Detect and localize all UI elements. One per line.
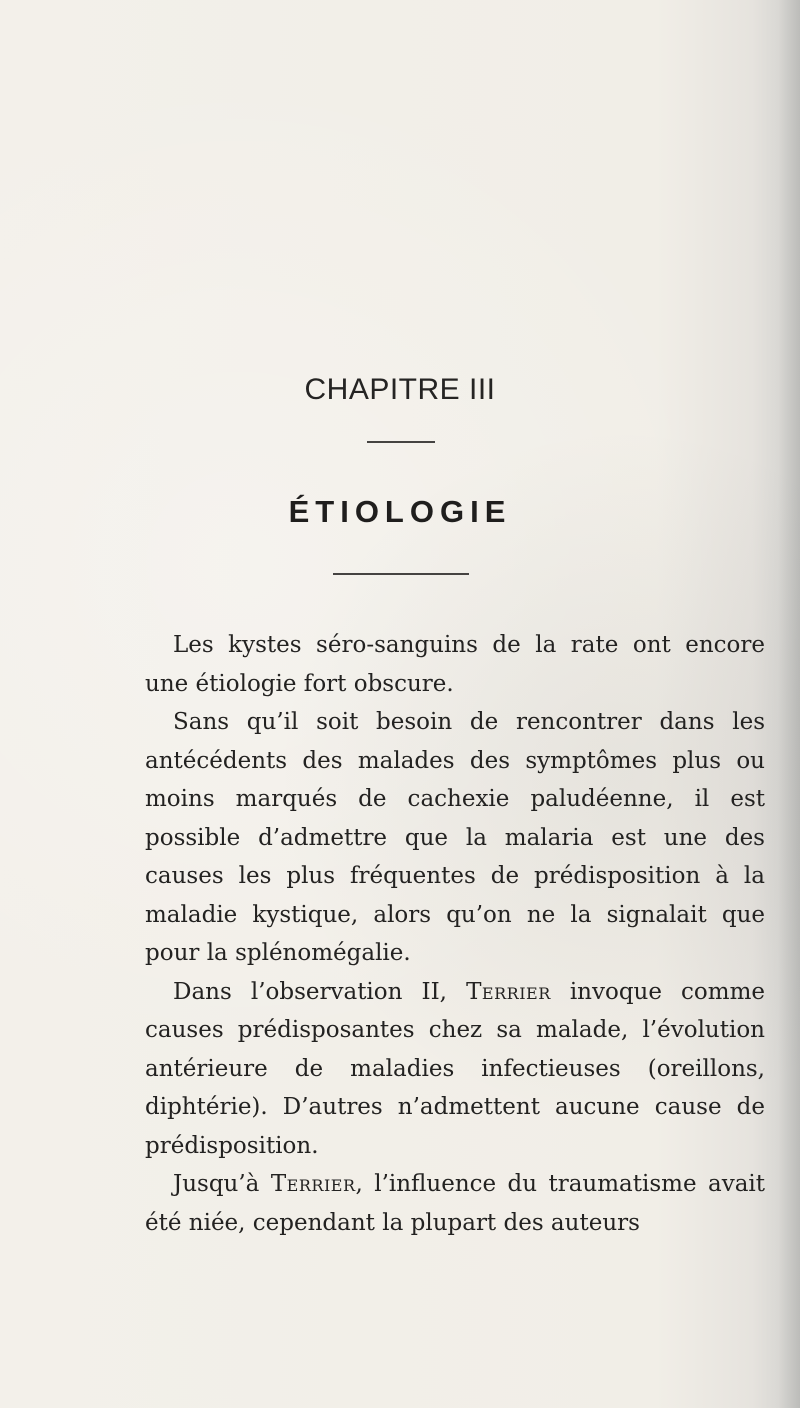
paragraph-2: Sans qu’il soit besoin de rencontrer dans les antécédents des malades des symptômes plus ou moins marqués de cachexie paludéenne, il est possible d’admettre que la malaria est une des causes les plus fréquentes de prédisposition à la maladie kystique, alors qu’on ne la signalait que pour la splénomégalie. <box>145 709 765 966</box>
long-divider-rule <box>333 573 469 575</box>
short-divider-rule <box>367 441 435 443</box>
body-text <box>145 626 765 1242</box>
paragraph-3 <box>145 973 765 1166</box>
paragraph-4 <box>145 1165 765 1242</box>
scan-edge-shadow <box>778 0 800 1408</box>
chapter-heading: CHAPITRE III <box>304 373 496 406</box>
paragraph-3-start: Dans l’observation II, <box>173 978 447 1005</box>
paragraph-1: Les kystes séro-sanguins de la rate ont encore une étiologie fort obscure. <box>145 632 765 697</box>
paragraph-4-start: Jusqu’à <box>173 1171 260 1197</box>
chapter-title: ÉTIOLOGIE <box>288 494 512 529</box>
paragraph-3-end: invoque comme causes prédisposantes chez sa malade, l’évolution antérieure de maladies infectieuses (oreillons, diphtérie). D’autres n’admettent aucune cause de prédisposition. <box>145 978 766 1159</box>
author-name-terrier: Terrier <box>270 1171 356 1197</box>
paragraph-4-end: , l’influence du traumatisme avait été niée, cependant la plupart des auteurs <box>145 1171 766 1236</box>
author-name-terrier: Terrier <box>466 978 551 1005</box>
